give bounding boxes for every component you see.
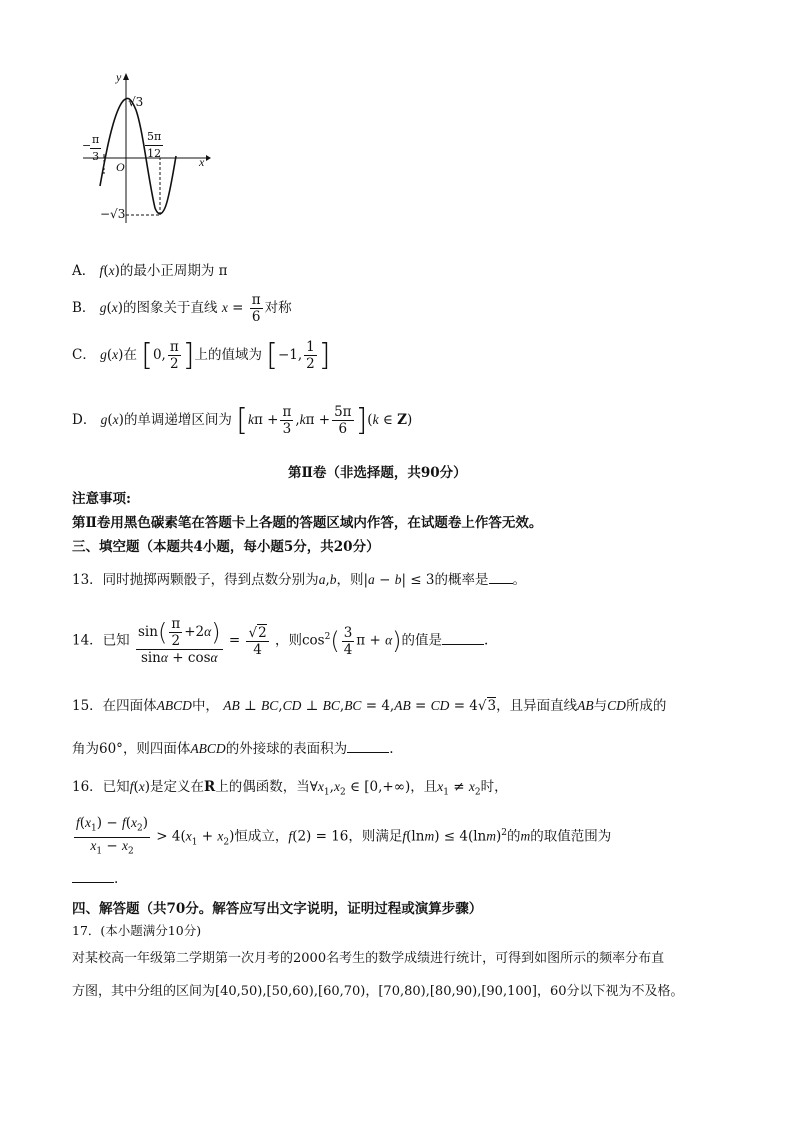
notice-title: 注意事项: (72, 491, 131, 507)
max-label: √3 (128, 95, 144, 109)
question-16-line3: . (72, 870, 118, 887)
option-b: B． g(x)的图象关于直线 x = $\frac{\pi}{6}$ 对称 (72, 292, 292, 325)
question-16-line2: $\frac{f(x_1) - f(x_2)}{x_1 - x_2}$ > $4(x_1 + x_2)$恒成立，f(2) = 16，则满足$f(\ln m) \le 4(\ln m)^2$的m的取值范围为 (76, 815, 612, 857)
y-axis-arrow (123, 73, 129, 80)
question-17-line2: 方图，其中分组的区间为[40,50),[50,60),[60,70)，[70,80),[80,90),[90,100]，60分以下视为不及格。 (72, 984, 684, 999)
question-17-head: 17．(本小题满分10分) (72, 923, 202, 938)
section4-title: 四、解答题（共70分。解答应写出文字说明，证明过程或演算步骤） (72, 901, 483, 917)
option-a: A． f(x)的最小正周期为 π (72, 263, 228, 279)
question-15-line1: 15．在四面体ABCD中， AB ⊥ BC,CD ⊥ BC,BC = 4,AB = CD = 4√3，且异面直线AB与CD所成的 (72, 698, 667, 714)
left-tick-label: − $\frac{\pi}{3}$ (82, 133, 100, 163)
question-15-line2: 角为60°，则四面体ABCD的外接球的表面积为 . (72, 741, 394, 757)
x-axis-arrow (206, 155, 211, 161)
question-13: 13．同时抛掷两颗骰子，得到点数分别为a,b，则|a − b| ≤ 3的概率是 。 (72, 572, 526, 588)
option-c: C． g(x)在 [0, $\frac{\pi}{2}$ ]上的值域为 [−1, $\frac{1}{2}$ ] (72, 338, 331, 373)
right-tick-label: $\frac{5\pi}{12}$ (147, 130, 162, 160)
x-axis-label: x (199, 155, 205, 169)
question-17-line1: 对某校高一年级第二学期第一次月考的2000名考生的数学成绩进行统计，可得到如图所示的频率分布直 (72, 951, 665, 966)
option-d: D． g(x)的单调递增区间为 [kπ + $\frac{\pi}{3}$ ,kπ + $\frac{5\pi}{6}$ ](k ∈ Z) (72, 403, 413, 438)
min-label: −√3 (100, 207, 126, 221)
origin-label: O (116, 160, 125, 174)
question-16-line1: 16．已知f(x)是定义在R上的偶函数，当$\forall x_1,x_2$ ∈ [0,+∞)，且$x_1 \ne x_2$时， (72, 779, 508, 798)
section3-title: 三、填空题（本题共4小题，每小题5分，共20分） (72, 539, 380, 555)
notice-text: 第Ⅱ卷用黑色碳素笔在答题卡上各题的答题区域内作答，在试题卷上作答无效。 (72, 515, 543, 531)
y-axis-label: y (116, 70, 122, 84)
question-14: 14．已知 sin( $\frac{\pi}{2}$ +2α) sinα + cosα = $\frac{√2}{4}$ ，则$\cos^2$( $\frac{3}{4}$ π + α)的值是 . (72, 616, 489, 666)
part2-title: 第Ⅱ卷（非选择题，共90分） (288, 465, 467, 481)
